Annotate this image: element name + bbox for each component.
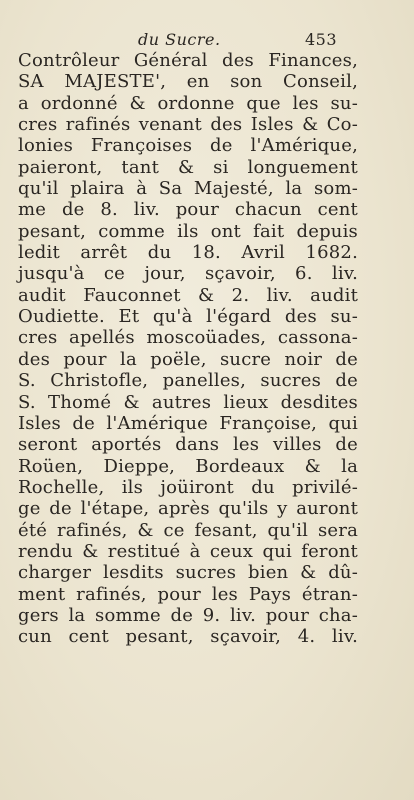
- text-line: des pour la poële, sucre noir de: [18, 348, 358, 370]
- text-line: cres apellés moscoüades, cassona-: [18, 327, 358, 349]
- text-line: cres rafinés venant des Isles & Co-: [18, 114, 358, 136]
- text-line: cun cent pesant, sçavoir, 4. liv.: [18, 626, 358, 648]
- text-line: Rochelle, ils joüiront du privilé-: [18, 476, 358, 498]
- text-line: qu'il plaira à Sa Majesté, la som-: [18, 178, 358, 200]
- text-line: gers la somme de 9. liv. pour cha-: [18, 604, 358, 626]
- text-line: paieront, tant & si longuement: [18, 156, 358, 178]
- text-line: ment rafinés, pour les Pays étran-: [18, 583, 358, 605]
- text-line: seront aportés dans les villes de: [18, 434, 358, 456]
- text-line: S. Christofle, panelles, sucres de: [18, 370, 358, 392]
- text-line: rendu & restitué à ceux qui feront: [18, 540, 358, 562]
- text-line: pesant, comme ils ont fait depuis: [18, 220, 358, 242]
- text-line: a ordonné & ordonne que les su-: [18, 92, 358, 114]
- text-line: Oudiette. Et qu'à l'égard des su-: [18, 306, 358, 328]
- text-line: charger lesdits sucres bien & dû-: [18, 562, 358, 584]
- text-line: ge de l'étape, après qu'ils y auront: [18, 498, 358, 520]
- running-head: [0, 30, 414, 50]
- text-line: jusqu'à ce jour, sçavoir, 6. liv.: [18, 263, 358, 285]
- text-line: Isles de l'Amérique Françoise, qui: [18, 412, 358, 434]
- text-line: Contrôleur Général des Finances,: [18, 50, 358, 71]
- text-line: Roüen, Dieppe, Bordeaux & la: [18, 455, 358, 477]
- body-text: [18, 50, 358, 648]
- text-line: me de 8. liv. pour chacun cent: [18, 199, 358, 221]
- text-line: audit Fauconnet & 2. liv. audit: [18, 284, 358, 306]
- text-line: S. Thomé & autres lieux desdites: [18, 391, 358, 413]
- text-line: été rafinés, & ce fesant, qu'il sera: [18, 519, 358, 541]
- page-number: 453: [305, 30, 338, 49]
- running-title: du Sucre.: [138, 30, 221, 49]
- text-line: ledit arrêt du 18. Avril 1682.: [18, 242, 358, 264]
- text-line: lonies Françoises de l'Amérique,: [18, 135, 358, 157]
- text-line: SA MAJESTE', en son Conseil,: [18, 71, 358, 93]
